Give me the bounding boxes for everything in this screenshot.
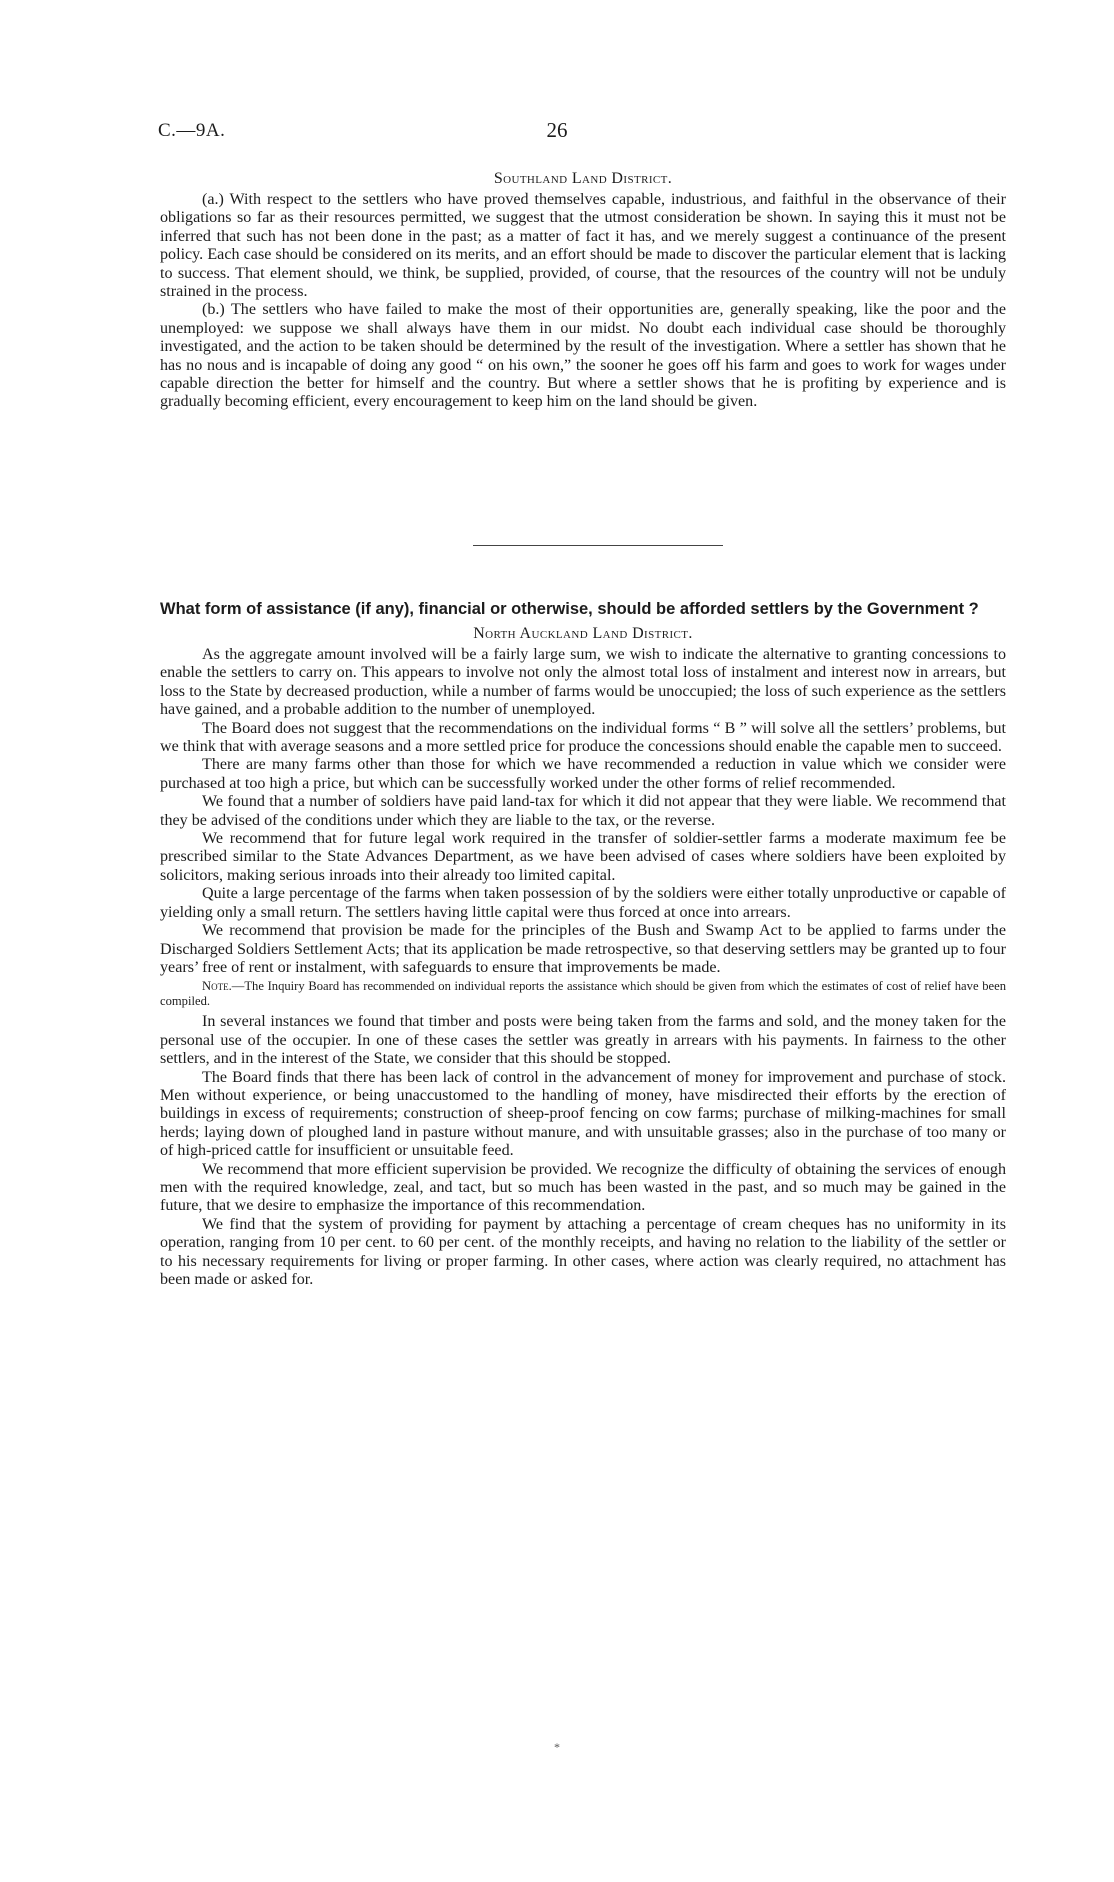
southland-section	[160, 170, 1006, 412]
north-auckland-district-heading: North Auckland Land District.	[473, 625, 693, 642]
assistance-question-heading: What form of assistance (if any), financial or otherwise, should be afforded settlers by the Government ?	[160, 600, 979, 618]
assistance-paragraph: The Board finds that there has been lack of control in the advancement of money for improvement and purchase of stock. Men without experience, or being unaccustomed to the handling of money, have misdirected their efforts by the erection of buildings in excess of requirements; construction of sheep-proof fencing on cow farms; purchase of milking-machines for small herds; laying down of ploughed land in pasture without manure, and with unsuitable grasses; also in the purchase of too many or of high-priced cattle for insufficient or unsuitable feed.	[160, 1068, 1006, 1160]
southland-district-heading: Southland Land District.	[493, 170, 673, 187]
note-text: —The Inquiry Board has recommended on individual reports the assistance which should be given from which the estimates of cost of relief have been compiled.	[160, 979, 1006, 1009]
document-reference: C.—9A.	[158, 120, 226, 141]
note	[160, 979, 1006, 1009]
assistance-paragraph: We found that a number of soldiers have paid land-tax for which it did not appear that they were liable. We recommend that they be advised of the conditions under which they are liable to the tax, or the reverse.	[160, 793, 1006, 829]
assistance-paragraph: We recommend that more efficient supervision be provided. We recognize the difficulty of obtaining the services of enough men with the required knowledge, zeal, and tact, but so much has been wasted in the past, and so much may be gained in the future, that we desire to emphasize the importance of this recommendation.	[160, 1160, 1006, 1215]
section-divider	[473, 545, 723, 547]
southland-paragraph-a: (a.) With respect to the settlers who have proved themselves capable, industrious, and faithful in the observance of their obligations so far as their resources permitted, we suggest that the utmost consideration be shown. In saying this it must not be inferred that such has not been done in the past; as a matter of fact it has, and we merely suggest a continuance of the present policy. Each case should be considered on its merits, and an effort should be made to discover the particular element that is lacking to success. That element should, we think, be supplied, provided, of course, that the resources of the country will not be unduly strained in the process.	[160, 191, 1006, 301]
assistance-section	[160, 600, 1006, 1289]
page-number: 26	[546, 118, 568, 142]
assistance-paragraph: In several instances we found that timber and posts were being taken from the farms and sold, and the money taken for the personal use of the occupier. In one of these cases the settler was greatly in arrears with his payments. In fairness to the other settlers, and in the interest of the State, we consider that this should be stopped.	[160, 1013, 1006, 1068]
assistance-paragraph: Quite a large percentage of the farms when taken possession of by the soldiers were either totally unproductive or capable of yielding only a small return. The settlers having little capital were thus forced at once into arrears.	[160, 885, 1006, 921]
assistance-paragraph: We recommend that for future legal work required in the transfer of soldier-settler farms a moderate maximum fee be prescribed similar to the State Advances Department, as we have been advised of cases where soldiers have been exploited by solicitors, making serious inroads into their already too limited capital.	[160, 830, 1006, 884]
assistance-paragraph: The Board does not suggest that the recommendations on the individual forms “ B ” will solve all the settlers’ problems, but we think that with average seasons and a more settled price for produce the concessions should enable the capable men to succeed.	[160, 719, 1006, 756]
southland-paragraph-b: (b.) The settlers who have failed to make the most of their opportunities are, generally speaking, like the poor and the unemployed: we suppose we shall always have them in our midst. No doubt each individual case should be thoroughly investigated, and the action to be taken should be determined by the result of the investigation. Where a settler has shown that he has no nous and is incapable of doing any good “ on his own,” the sooner he goes off his farm and goes to work for wages under capable direction the better for himself and the country. But where a settler shows that he is profiting by experience and is gradually becoming efficient, every encouragement to keep him on the land should be given.	[160, 301, 1006, 411]
assistance-paragraph: We find that the system of providing for payment by attaching a percentage of cream cheques has no uniformity in its operation, ranging from 10 per cent. to 60 per cent. of the monthly receipts, and having no relation to the liability of the settler or to his necessary requirements for living or proper farming. In other cases, where action was clearly required, no attachment has been made or asked for.	[160, 1215, 1006, 1288]
assistance-paragraph: We recommend that provision be made for the principles of the Bush and Swamp Act to be applied to farms under the Discharged Soldiers Settlement Acts; that its application be made retrospective, so that deserving settlers may be granted up to four years’ free of rent or instalment, with safeguards to ensure that improvements be made.	[160, 922, 1006, 976]
assistance-paragraph: As the aggregate amount involved will be a fairly large sum, we wish to indicate the alternative to granting concessions to enable the settlers to carry on. This appears to involve not only the almost total loss of instalment and interest now in arrears, but loss to the State by decreased production, while a number of farms would be unoccupied; the loss of such experience as the settlers have gained, and a probable addition to the number of unemployed.	[160, 646, 1006, 719]
footer-mark: *	[554, 1740, 560, 1754]
note-label: Note.	[202, 979, 232, 994]
assistance-paragraph: There are many farms other than those for which we have recommended a reduction in value which we consider were purchased at too high a price, but which can be successfully worked under the other forms of relief recommended.	[160, 756, 1006, 792]
